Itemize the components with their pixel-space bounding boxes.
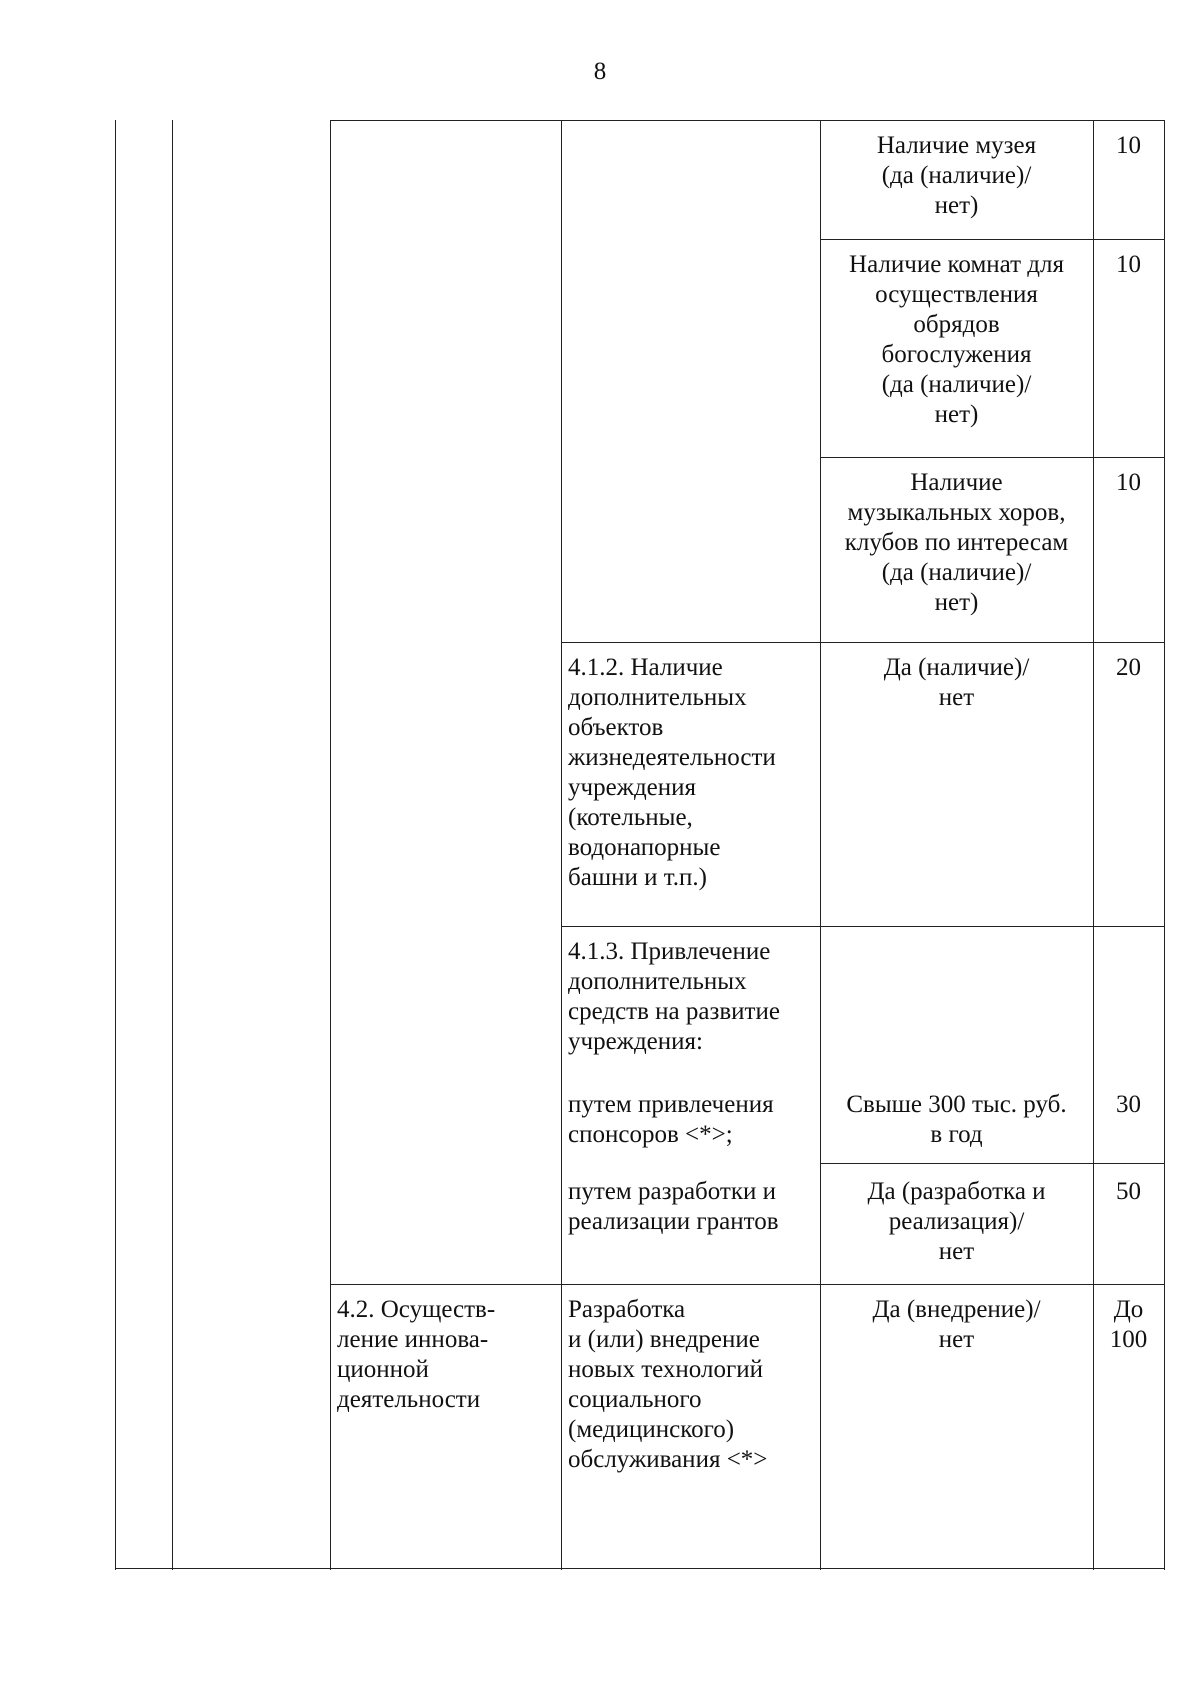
- table-border-top: [330, 120, 1164, 121]
- cell-museum-indicator: Наличие музея (да (наличие)/ нет): [876, 132, 1037, 219]
- table-column-divider: [172, 120, 173, 1570]
- cell-rooms-indicator: Наличие комнат для осуществления обрядов богослужения (да (наличие)/ нет): [849, 251, 1064, 428]
- table-row-divider: [561, 926, 1164, 927]
- table-border-left: [115, 120, 116, 1570]
- cell-grants-score: 50: [1116, 1178, 1141, 1205]
- table-border-right: [1164, 120, 1165, 1570]
- table-column-divider: [330, 120, 331, 1570]
- cell-museum-score: 10: [1116, 132, 1141, 159]
- cell-sponsors-indicator: Свыше 300 тыс. руб. в год: [846, 1091, 1067, 1148]
- cell-sponsors-score: 30: [1116, 1091, 1141, 1118]
- cell-4-2-score: До 100: [1109, 1296, 1148, 1353]
- cell-choirs-score: 10: [1116, 469, 1141, 496]
- table-row-divider: [330, 1284, 1164, 1285]
- cell-4-1-2-criterion: 4.1.2. Наличие дополнительных объектов жизнедеятельности учреждения (котельные, водонапорные башни и т.п.): [568, 654, 776, 891]
- cell-grants-criterion: путем разработки и реализации грантов: [568, 1178, 779, 1235]
- cell-4-1-2-score: 20: [1116, 654, 1141, 681]
- table-row-divider: [820, 1163, 1164, 1164]
- cell-4-2-indicator: Да (внедрение)/ нет: [872, 1296, 1041, 1353]
- cell-4-2-subcriterion: 4.2. Осуществ- ление иннова- ционной деятельности: [337, 1296, 496, 1413]
- table-row-divider: [561, 642, 1164, 643]
- cell-grants-indicator: Да (разработка и реализация)/ нет: [867, 1178, 1046, 1265]
- cell-choirs-indicator: Наличие музыкальных хоров, клубов по интересам (да (наличие)/ нет): [844, 469, 1069, 616]
- cell-4-2-criterion: Разработка и (или) внедрение новых технологий социального (медицинского) обслуживания <*>: [568, 1296, 768, 1473]
- table-column-divider: [561, 120, 562, 1570]
- table-row-divider: [820, 239, 1164, 240]
- cell-4-1-2-indicator: Да (наличие)/ нет: [883, 654, 1030, 711]
- cell-sponsors-criterion: путем привлечения спонсоров <*>;: [568, 1091, 774, 1148]
- cell-rooms-score: 10: [1116, 251, 1141, 278]
- table-row-divider: [820, 457, 1164, 458]
- cell-4-1-3-criterion: 4.1.3. Привлечение дополнительных средств на развитие учреждения:: [568, 938, 780, 1055]
- table-border-bottom: [115, 1568, 1164, 1569]
- page-number: 8: [593, 58, 607, 85]
